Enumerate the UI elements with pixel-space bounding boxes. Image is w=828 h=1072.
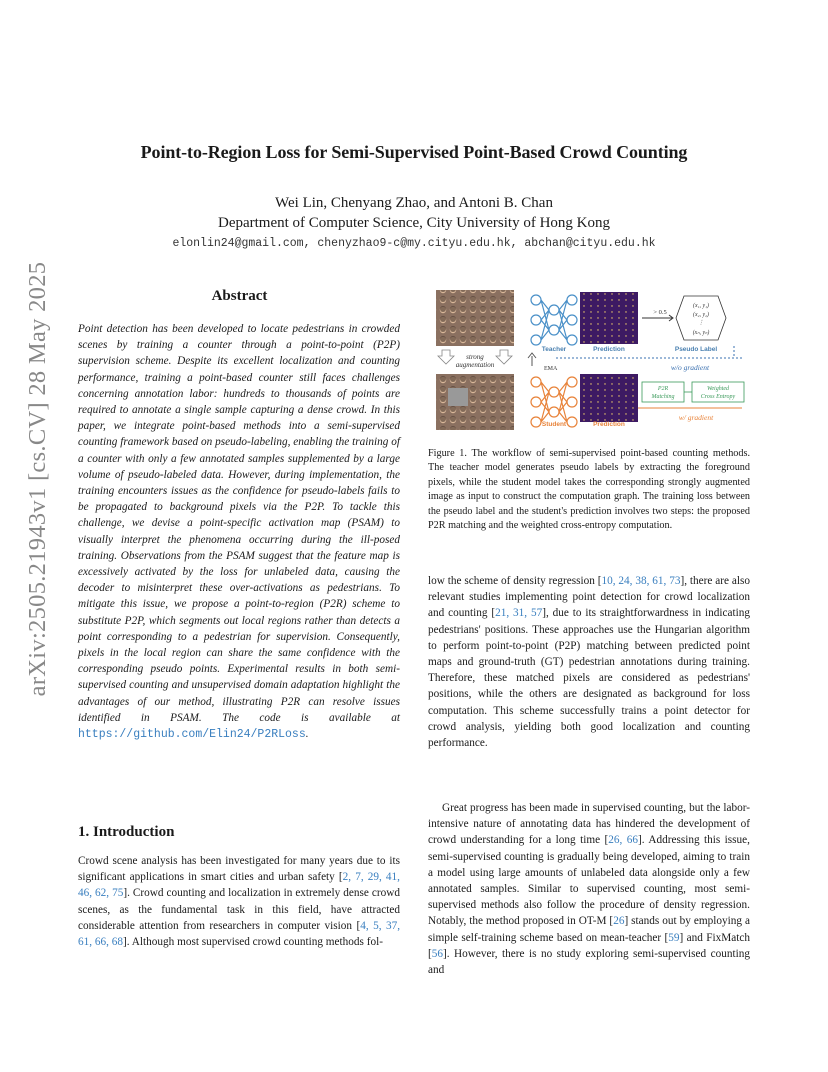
citation[interactable]: 21, 31, 57 xyxy=(495,607,543,620)
paper-title: Point-to-Region Loss for Semi-Supervised Point-Based Crowd Counting xyxy=(140,142,688,162)
student-prediction-label: Prediction xyxy=(593,421,625,428)
threshold-label: > 0.5 xyxy=(653,309,667,316)
text-run: ], there are also relevant studies implementing point detection for crowd localization and counting [ xyxy=(428,575,750,620)
strong-aug-label-2: augmentation xyxy=(455,361,495,369)
strong-aug-label-1: strong xyxy=(466,353,484,361)
abstract-heading: Abstract xyxy=(211,288,268,304)
text-run: ]. Although most supervised crowd counting methods fol- xyxy=(123,936,383,949)
teacher-label: Teacher xyxy=(541,346,567,353)
student-network-icon xyxy=(531,377,577,427)
figure-1 xyxy=(428,286,750,436)
cutout-patch xyxy=(448,388,468,406)
pseudo-point-1: (x₁, y₁) xyxy=(693,303,709,309)
text-run: Great progress has been made in supervised counting, but the labor-intensive nature of annotating data has hindered the development of crowd understanding for a long time [ xyxy=(428,802,750,847)
pseudo-point-dots: ⋮ xyxy=(698,320,704,326)
p2r-label-2: Matching xyxy=(651,394,675,400)
pseudo-point-2: (x₂, y₂) xyxy=(693,312,709,318)
citation[interactable]: 59 xyxy=(668,931,680,944)
text-run: ]. Crowd counting and localization in extremely dense crowd scenes, as the fundamental task in this field, have attracted considerable attention from researchers in computer vision [ xyxy=(78,887,401,932)
student-prediction-heatmap xyxy=(580,374,638,422)
citation[interactable]: 10, 24, 38, 61, 73 xyxy=(601,575,681,587)
abstract-end: . xyxy=(305,728,309,741)
arxiv-stamp-text: arXiv:2505.21943v1 [cs.CV] 28 May 2025 xyxy=(24,261,51,697)
abstract-body xyxy=(78,321,400,743)
citation[interactable]: 4, 5, 37, 61, 66, 68 xyxy=(78,919,401,949)
arrow-down-icon xyxy=(496,350,512,364)
teacher-network-icon xyxy=(531,295,577,345)
section-heading-introduction: 1. Introduction xyxy=(78,824,175,840)
citation[interactable]: 2, 7, 29, 41, 46, 62, 75 xyxy=(78,871,400,900)
arxiv-stamp xyxy=(20,261,56,697)
crowd-image-strong xyxy=(436,374,514,430)
text-run: ] stands out by employing a simple self-training scheme based on mean-teacher [ xyxy=(428,915,750,944)
text-run: ], due to its straightforwardness in indicating pedestrians' positions. These approaches use the Hungarian algorithm to perform point-to-point (P2P) matching between predicted point maps and ground-truth (GT) pedestrian annotations during training. Therefore, these matched pixels are considered as pedestrians' positions, while the others are designated as background for loss computation. This scheme successfully trains a point detector for crowd analysis, yielding both good localization and counting performance. xyxy=(428,607,751,750)
text-run: ]. However, there is no study exploring semi-supervised counting and xyxy=(428,947,750,977)
wo-gradient-label: w/o gradient xyxy=(670,363,710,372)
teacher-prediction-label: Prediction xyxy=(593,346,625,353)
right-paragraph-2 xyxy=(428,800,750,978)
code-link[interactable]: https://github.com/Elin24/P2RLoss xyxy=(78,728,306,742)
affiliation: Department of Computer Science, City University of Hong Kong xyxy=(217,215,610,231)
authors: Wei Lin, Chenyang Zhao, and Antoni B. Chan xyxy=(275,195,553,211)
citation[interactable]: 26, 66 xyxy=(608,834,638,847)
right-paragraph-1 xyxy=(428,573,750,751)
student-label: Student xyxy=(541,421,567,428)
wce-label-1: Weighted xyxy=(706,386,730,392)
arrow-down-icon xyxy=(438,350,454,364)
citation[interactable]: 26 xyxy=(613,915,625,928)
teacher-prediction-heatmap xyxy=(580,292,638,344)
w-gradient-label: w/ gradient xyxy=(678,413,714,422)
text-run: ]. Addressing this issue, semi-supervised counting is gradually being developed, aiming to train a model using large amounts of unlabeled data alongside only a few annotated samples. Similar to supervised counting, most semi-supervised methods also follow the procedure of density regression. Notably, the method proposed in OT-M [ xyxy=(428,834,750,928)
abstract-text: Point detection has been developed to locate pedestrians in crowded scenes by training a counter through a point-to-point (P2P) supervision scheme. Despite its excellent localization and counting performance, training a point-based counter still faces challenges concerning annotation labor: hundreds to thousands of points are required to annotate a single sample capturing a dense crowd. In this paper, we integrate point-based methods into a semi-supervised counting framework based on pseudo-labeling, enabling the training of a counter with only a few annotated samples supplemented by a large volume of pseudo-labeled data. However, during implementation, the training encounters issues as the confidence for pseudo-labels fails to be propagated to background pixels via the P2P. To tackle this challenge, we devise a point-specific activation map (PSAM) to visually interpret the phenomena occurring during the ill-posed training. Observations from the PSAM suggest that the feature map is excessively activated by the loss for unlabeled data, causing the decoder to misinterpret these over-activations as pedestrians. To mitigate this issue, we propose a point-to-region (P2R) scheme to substitute P2P, which segments out local regions rather than detects a point corresponding to a pedestrian for supervision. Consequently, pixels in the local region can share the same confidence with the corresponding pseudo points. Experimental results in both semi-supervised counting and unsupervised domain adaptation highlight the advantages of our method, illustrating P2R can resolve issues identified in PSAM. The code is available at xyxy=(78,323,400,724)
author-emails: elonlin24@gmail.com, chenyzhao9-c@my.cityu.edu.hk, abchan@cityu.edu.hk xyxy=(172,237,656,250)
text-run: Crowd scene analysis has been investigated for many years due to its significant applications in smart cities and urban safety [ xyxy=(78,855,400,884)
pseudo-point-n: (xₙ, yₙ) xyxy=(692,330,710,336)
pseudo-label-label: Pseudo Label xyxy=(674,346,718,353)
p2r-label-1: P2R xyxy=(657,386,669,392)
text-run: ] and FixMatch [ xyxy=(428,931,750,960)
text-run: low the scheme of density regression [ xyxy=(428,575,602,587)
crowd-image-weak xyxy=(436,290,514,346)
workflow-diagram xyxy=(428,286,750,436)
intro-paragraph xyxy=(78,853,400,950)
ema-label: EMA xyxy=(544,366,558,372)
citation[interactable]: 56 xyxy=(431,947,443,960)
wce-label-2: Cross Entropy xyxy=(700,394,736,400)
figure-1-caption: Figure 1. The workflow of semi-supervised point-based counting methods. The teacher model generates pseudo labels by extracting the foreground pixels, while the student model takes the corresponding strongly augmented image as input to construct the computation graph. The training loss between the pseudo label and the student's prediction involves two steps: the proposed P2R matching and the weighted cross-entropy computation. xyxy=(428,448,750,532)
